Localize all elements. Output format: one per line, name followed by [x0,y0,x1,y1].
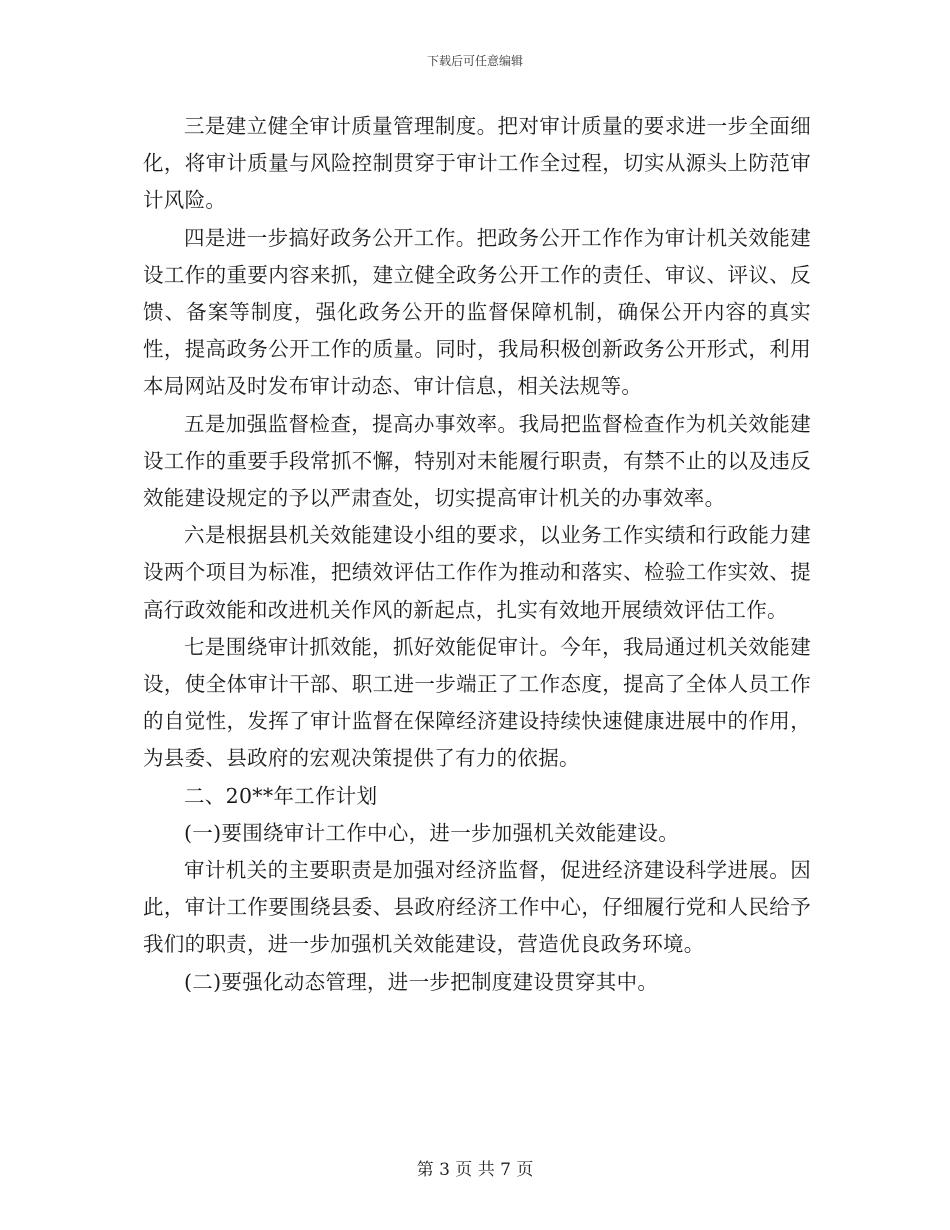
paragraph-5: 七是围绕审计抓效能，抓好效能促审计。今年，我局通过机关效能建设，使全体审计干部、职工进一步端正了工作态度，提高了全体人员工作的自觉性，发挥了审计监督在保障经济建设持续快速健康进展中的作用，为县委、县政府的宏观决策提供了有力的依据。 [143,634,811,771]
paragraph-6: 审计机关的主要职责是加强对经济监督，促进经济建设科学进展。因此，审计工作要围绕县委、县政府经济工作中心，仔细履行党和人民给予我们的职责，进一步加强机关效能建设，营造优良政务环境。 [143,858,811,957]
paragraph-1: 三是建立健全审计质量管理制度。把对审计质量的要求进一步全面细化，将审计质量与风险控制贯穿于审计工作全过程，切实从源头上防范审计风险。 [143,114,811,213]
subsection-heading-1: (一)要围绕审计工作中心，进一步加强机关效能建设。 [184,820,679,845]
subsection-heading-2: (二)要强化动态管理，进一步把制度建设贯穿其中。 [184,969,659,994]
page-header: 下载后可任意编辑 [426,54,523,68]
page-number: 第 3 页 共 7 页 [416,1160,534,1180]
document-body [143,108,811,1001]
paragraph-3: 五是加强监督检查，提高办事效率。我局把监督检查作为机关效能建设工作的重要手段常抓不懈，特别对未能履行职责，有禁不止的以及违反效能建设规定的予以严肃查处，切实提高审计机关的办事效率。 [143,411,811,511]
paragraph-4: 六是根据县机关效能建设小组的要求，以业务工作实绩和行政能力建设两个项目为标准，把绩效评估工作作为推动和落实、检验工作实效、提高行政效能和改进机关作风的新起点，扎实有效地开展绩效评估工作。 [143,523,811,622]
paragraph-2: 四是进一步搞好政务公开工作。把政务公开工作作为审计机关效能建设工作的重要内容来抓，建立健全政务公开工作的责任、审议、评议、反馈、备案等制度，强化政务公开的监督保障机制，确保公开内容的真实性，提高政务公开工作的质量。同时，我局积极创新政务公开形式，利用本局网站及时发布审计动态、审计信息，相关法规等。 [143,225,811,399]
section-heading: 二、20**年工作计划 [184,783,378,808]
